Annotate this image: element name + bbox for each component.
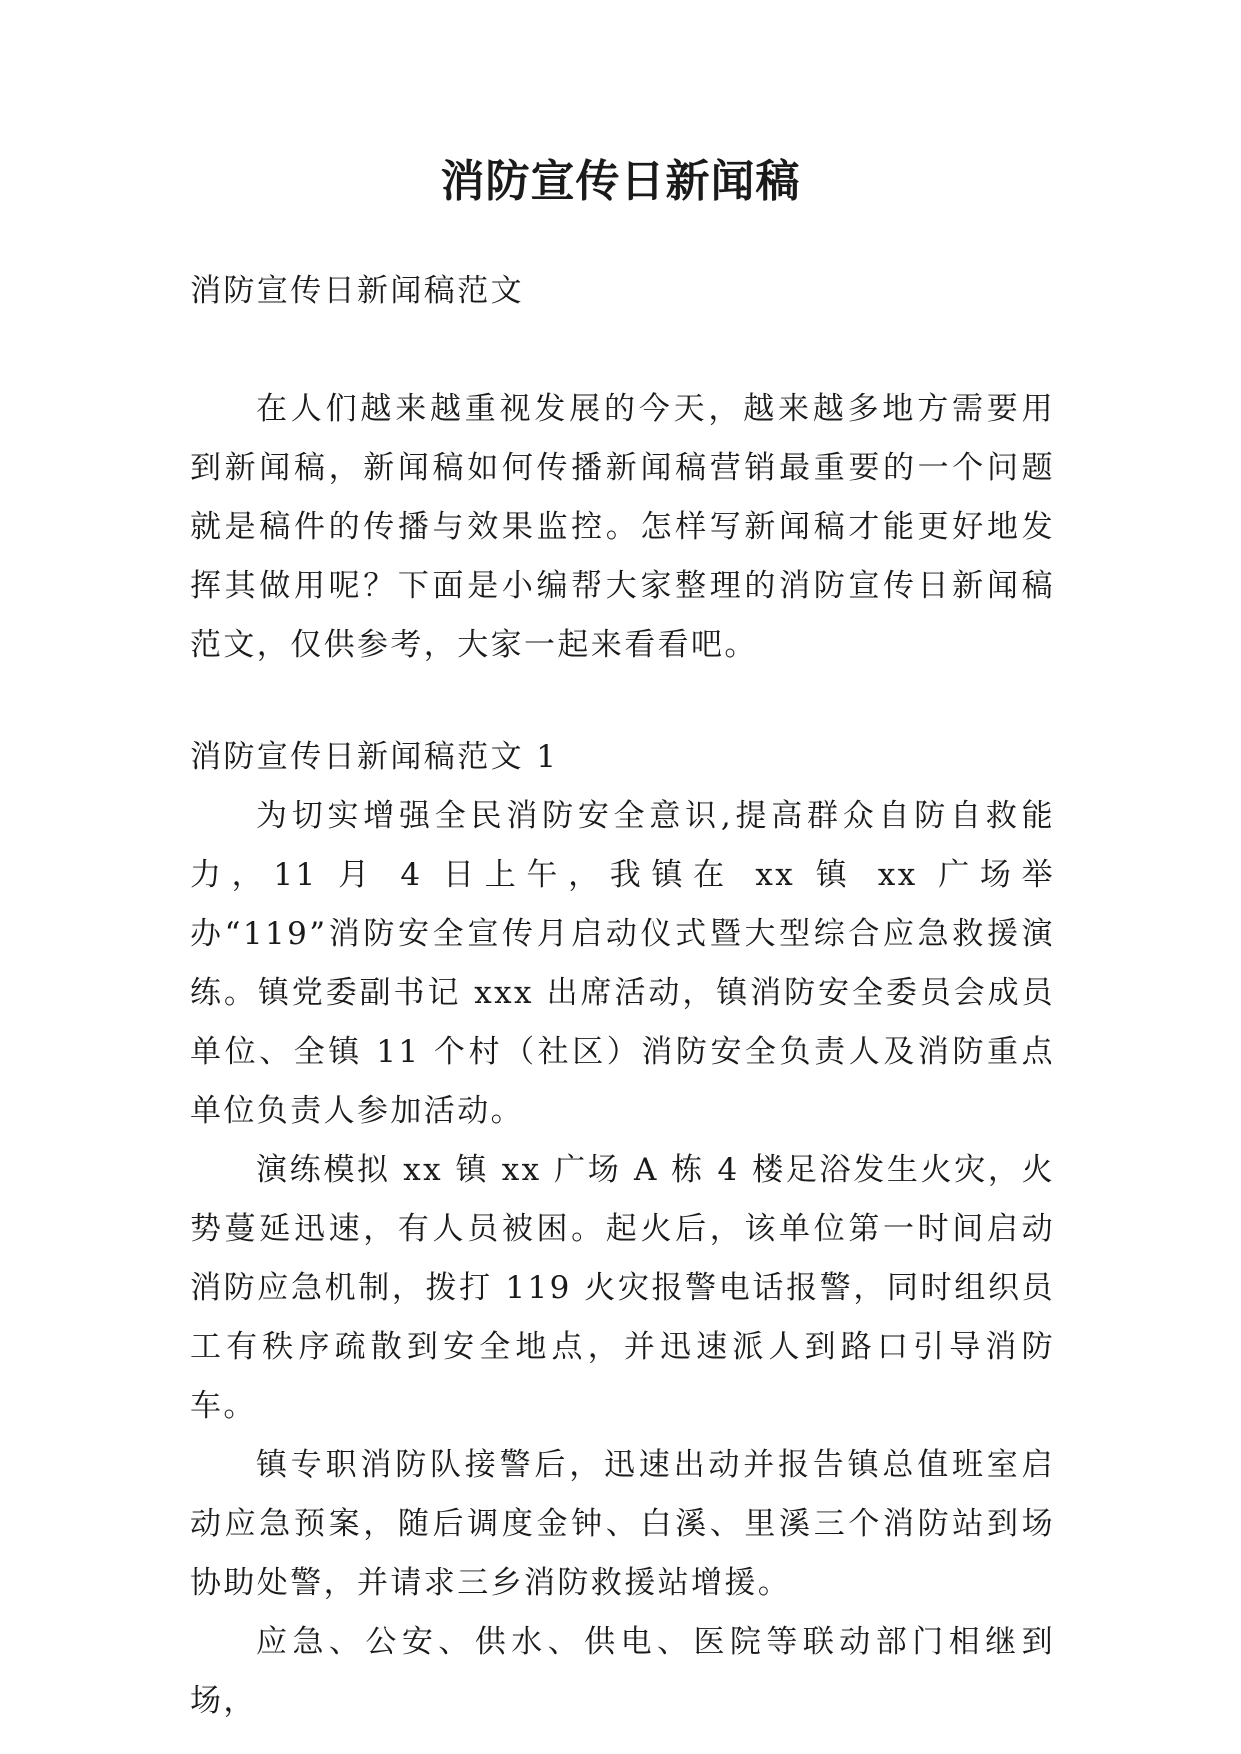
body-paragraph: 为切实增强全民消防安全意识,提高群众自防自救能力，11 月 4 日上午，我镇在 xx 镇 xx 广场举办“119”消防安全宣传月启动仪式暨大型综合应急救援演练。镇党委副书记 xxx 出席活动，镇消防安全委员会成员单位、全镇 11 个村（社区）消防安全负责人及消防重点单位负责人参加活动。 <box>190 798 1055 1129</box>
document-subtitle: 消防宣传日新闻稿范文 <box>190 273 524 309</box>
body-paragraph: 应急、公安、供水、供电、医院等联动部门相继到场， <box>190 1624 1055 1719</box>
intro-paragraph: 在人们越来越重视发展的今天，越来越多地方需要用到新闻稿，新闻稿如何传播新闻稿营销最重要的一个问题就是稿件的传播与效果监控。怎样写新闻稿才能更好地发挥其做用呢？下面是小编帮大家整理的消防宣传日新闻稿范文，仅供参考，大家一起来看看吧。 <box>190 391 1055 663</box>
document-body <box>190 262 1055 1731</box>
body-paragraph: 演练模拟 xx 镇 xx 广场 A 栋 4 楼足浴发生火灾，火势蔓延迅速，有人员被困。起火后，该单位第一时间启动消防应急机制，拨打 119 火灾报警电话报警，同时组织员工有秩序疏散到安全地点，并迅速派人到路口引导消防车。 <box>190 1152 1055 1424</box>
document-title: 消防宣传日新闻稿 <box>440 156 801 207</box>
body-paragraph: 镇专职消防队接警后，迅速出动并报告镇总值班室启动应急预案，随后调度金钟、白溪、里溪三个消防站到场协助处警，并请求三乡消防救援站增援。 <box>190 1447 1055 1601</box>
section-heading: 消防宣传日新闻稿范文 1 <box>190 739 559 775</box>
